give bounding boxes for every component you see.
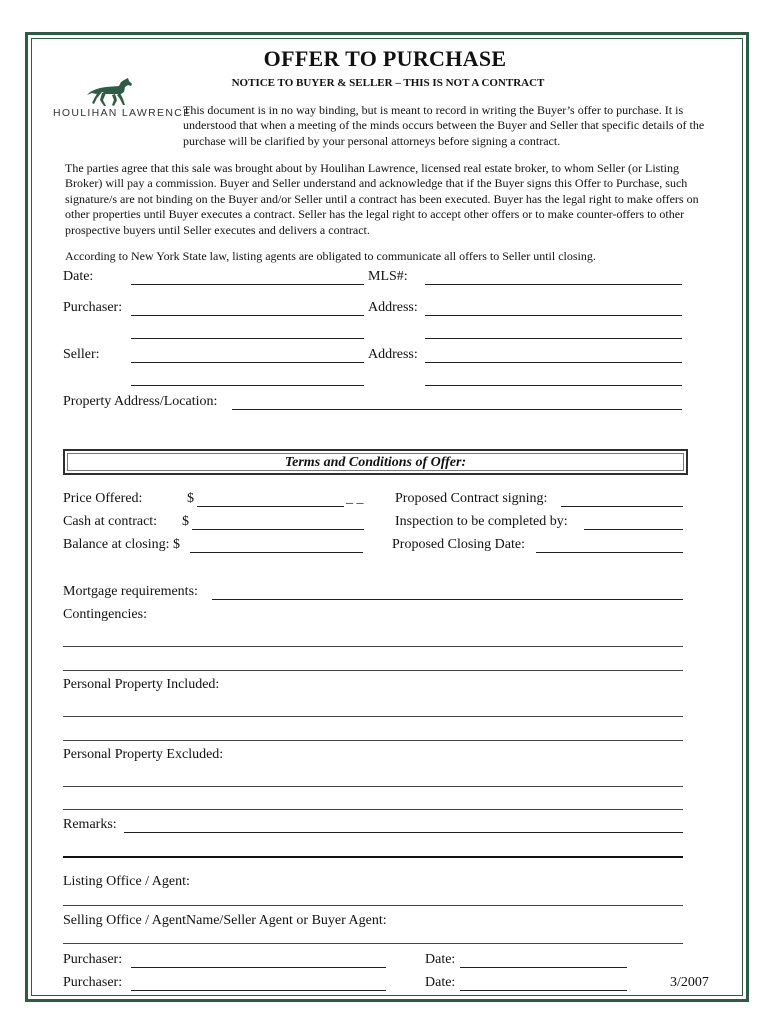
inspection-label: Inspection to be completed by: xyxy=(395,514,568,529)
property-address-field[interactable] xyxy=(232,409,682,410)
cash-at-contract-label: Cash at contract: xyxy=(63,514,158,529)
selling-office-label: Selling Office / AgentName/Seller Agent or Buyer Agent: xyxy=(63,913,387,928)
seller-field[interactable] xyxy=(131,362,364,363)
cash-dollar-sign: $ xyxy=(182,514,189,529)
cash-at-contract-field[interactable] xyxy=(192,529,364,530)
horse-logo-icon xyxy=(84,78,134,108)
contingencies-label: Contingencies: xyxy=(63,607,147,622)
purchaser-signature-field-2[interactable] xyxy=(131,990,386,991)
inspection-field[interactable] xyxy=(584,529,683,530)
seller-label: Seller: xyxy=(63,347,100,362)
seller-address-label: Address: xyxy=(368,347,418,362)
seller-address-field-2[interactable] xyxy=(425,385,682,386)
signature-date-label-1: Date: xyxy=(425,952,456,967)
included-line-1[interactable] xyxy=(63,716,683,717)
purchaser-field-2[interactable] xyxy=(131,338,364,339)
contract-signing-field[interactable] xyxy=(561,506,683,507)
excluded-line-2[interactable] xyxy=(63,809,683,810)
listing-office-label: Listing Office / Agent: xyxy=(63,874,190,889)
property-included-label: Personal Property Included: xyxy=(63,677,220,692)
excluded-line-1[interactable] xyxy=(63,786,683,787)
date-label: Date: xyxy=(63,269,94,284)
remarks-field[interactable] xyxy=(124,832,683,833)
mls-field[interactable] xyxy=(425,284,682,285)
listing-office-field[interactable] xyxy=(63,905,683,906)
section-divider xyxy=(63,856,683,858)
contingencies-line-2[interactable] xyxy=(63,670,683,671)
seller-field-2[interactable] xyxy=(131,385,364,386)
intro-paragraph: This document is in no way binding, but is meant to record in writing the Buyer’s offer to purchase. It is understood that when a meeting of the minds occurs between the Buyer and Seller that specific details of the purchase will be clarified by your personal attorneys before signing a contract. xyxy=(183,103,705,148)
included-line-2[interactable] xyxy=(63,740,683,741)
price-offered-label: Price Offered: xyxy=(63,491,143,506)
purchaser-address-label: Address: xyxy=(368,300,418,315)
price-field-tail: _ _ xyxy=(346,491,364,506)
purchaser-address-field-2[interactable] xyxy=(425,338,682,339)
price-dollar-sign: $ xyxy=(187,491,194,506)
date-field[interactable] xyxy=(131,284,364,285)
balance-at-closing-field[interactable] xyxy=(190,552,363,553)
remarks-label: Remarks: xyxy=(63,817,117,832)
page-title: OFFER TO PURCHASE xyxy=(263,46,507,71)
closing-date-label: Proposed Closing Date: xyxy=(392,537,525,552)
purchaser-field[interactable] xyxy=(131,315,364,316)
signature-date-label-2: Date: xyxy=(425,975,456,990)
contract-signing-label: Proposed Contract signing: xyxy=(395,491,548,506)
purchaser-address-field[interactable] xyxy=(425,315,682,316)
purchaser-signature-label-1: Purchaser: xyxy=(63,952,123,967)
signature-date-field-1[interactable] xyxy=(460,967,627,968)
notice-heading: NOTICE TO BUYER & SELLER – THIS IS NOT A CONTRACT xyxy=(231,77,545,89)
closing-date-field[interactable] xyxy=(536,552,683,553)
purchaser-signature-field-1[interactable] xyxy=(131,967,386,968)
mortgage-field[interactable] xyxy=(212,599,683,600)
selling-office-field[interactable] xyxy=(63,943,683,944)
purchaser-label: Purchaser: xyxy=(63,300,123,315)
property-excluded-label: Personal Property Excluded: xyxy=(63,747,224,762)
balance-at-closing-label: Balance at closing: $ xyxy=(63,537,181,552)
seller-address-field[interactable] xyxy=(425,362,682,363)
mls-label: MLS#: xyxy=(368,269,408,284)
form-version-date: 3/2007 xyxy=(670,975,709,990)
signature-date-field-2[interactable] xyxy=(460,990,627,991)
price-offered-field[interactable] xyxy=(197,506,344,507)
contingencies-line-1[interactable] xyxy=(63,646,683,647)
agreement-paragraph: The parties agree that this sale was brought about by Houlihan Lawrence, licensed real estate broker, to whom Seller (or Listing Broker) will pay a commission. Buyer and Seller understand and acknowledge that if the Buyer signs this Offer to Purchase, such signature/s are not binding on the Buyer and/or Seller until a contract has been executed. Buyer has the legal right to make offers on other properties until Buyer executes a contract. Seller has the legal right to accept other offers or to make counter-offers to other prospective buyers until Seller executes and delivers a contract. xyxy=(65,161,699,237)
mortgage-label: Mortgage requirements: xyxy=(63,584,198,599)
purchaser-signature-label-2: Purchaser: xyxy=(63,975,123,990)
company-logo-text: HOULIHAN LAWRENCE xyxy=(53,107,192,119)
law-paragraph: According to New York State law, listing agents are obligated to communicate all offers to Seller until closing. xyxy=(65,249,596,263)
terms-heading: Terms and Conditions of Offer: xyxy=(284,455,467,470)
property-address-label: Property Address/Location: xyxy=(63,394,218,409)
